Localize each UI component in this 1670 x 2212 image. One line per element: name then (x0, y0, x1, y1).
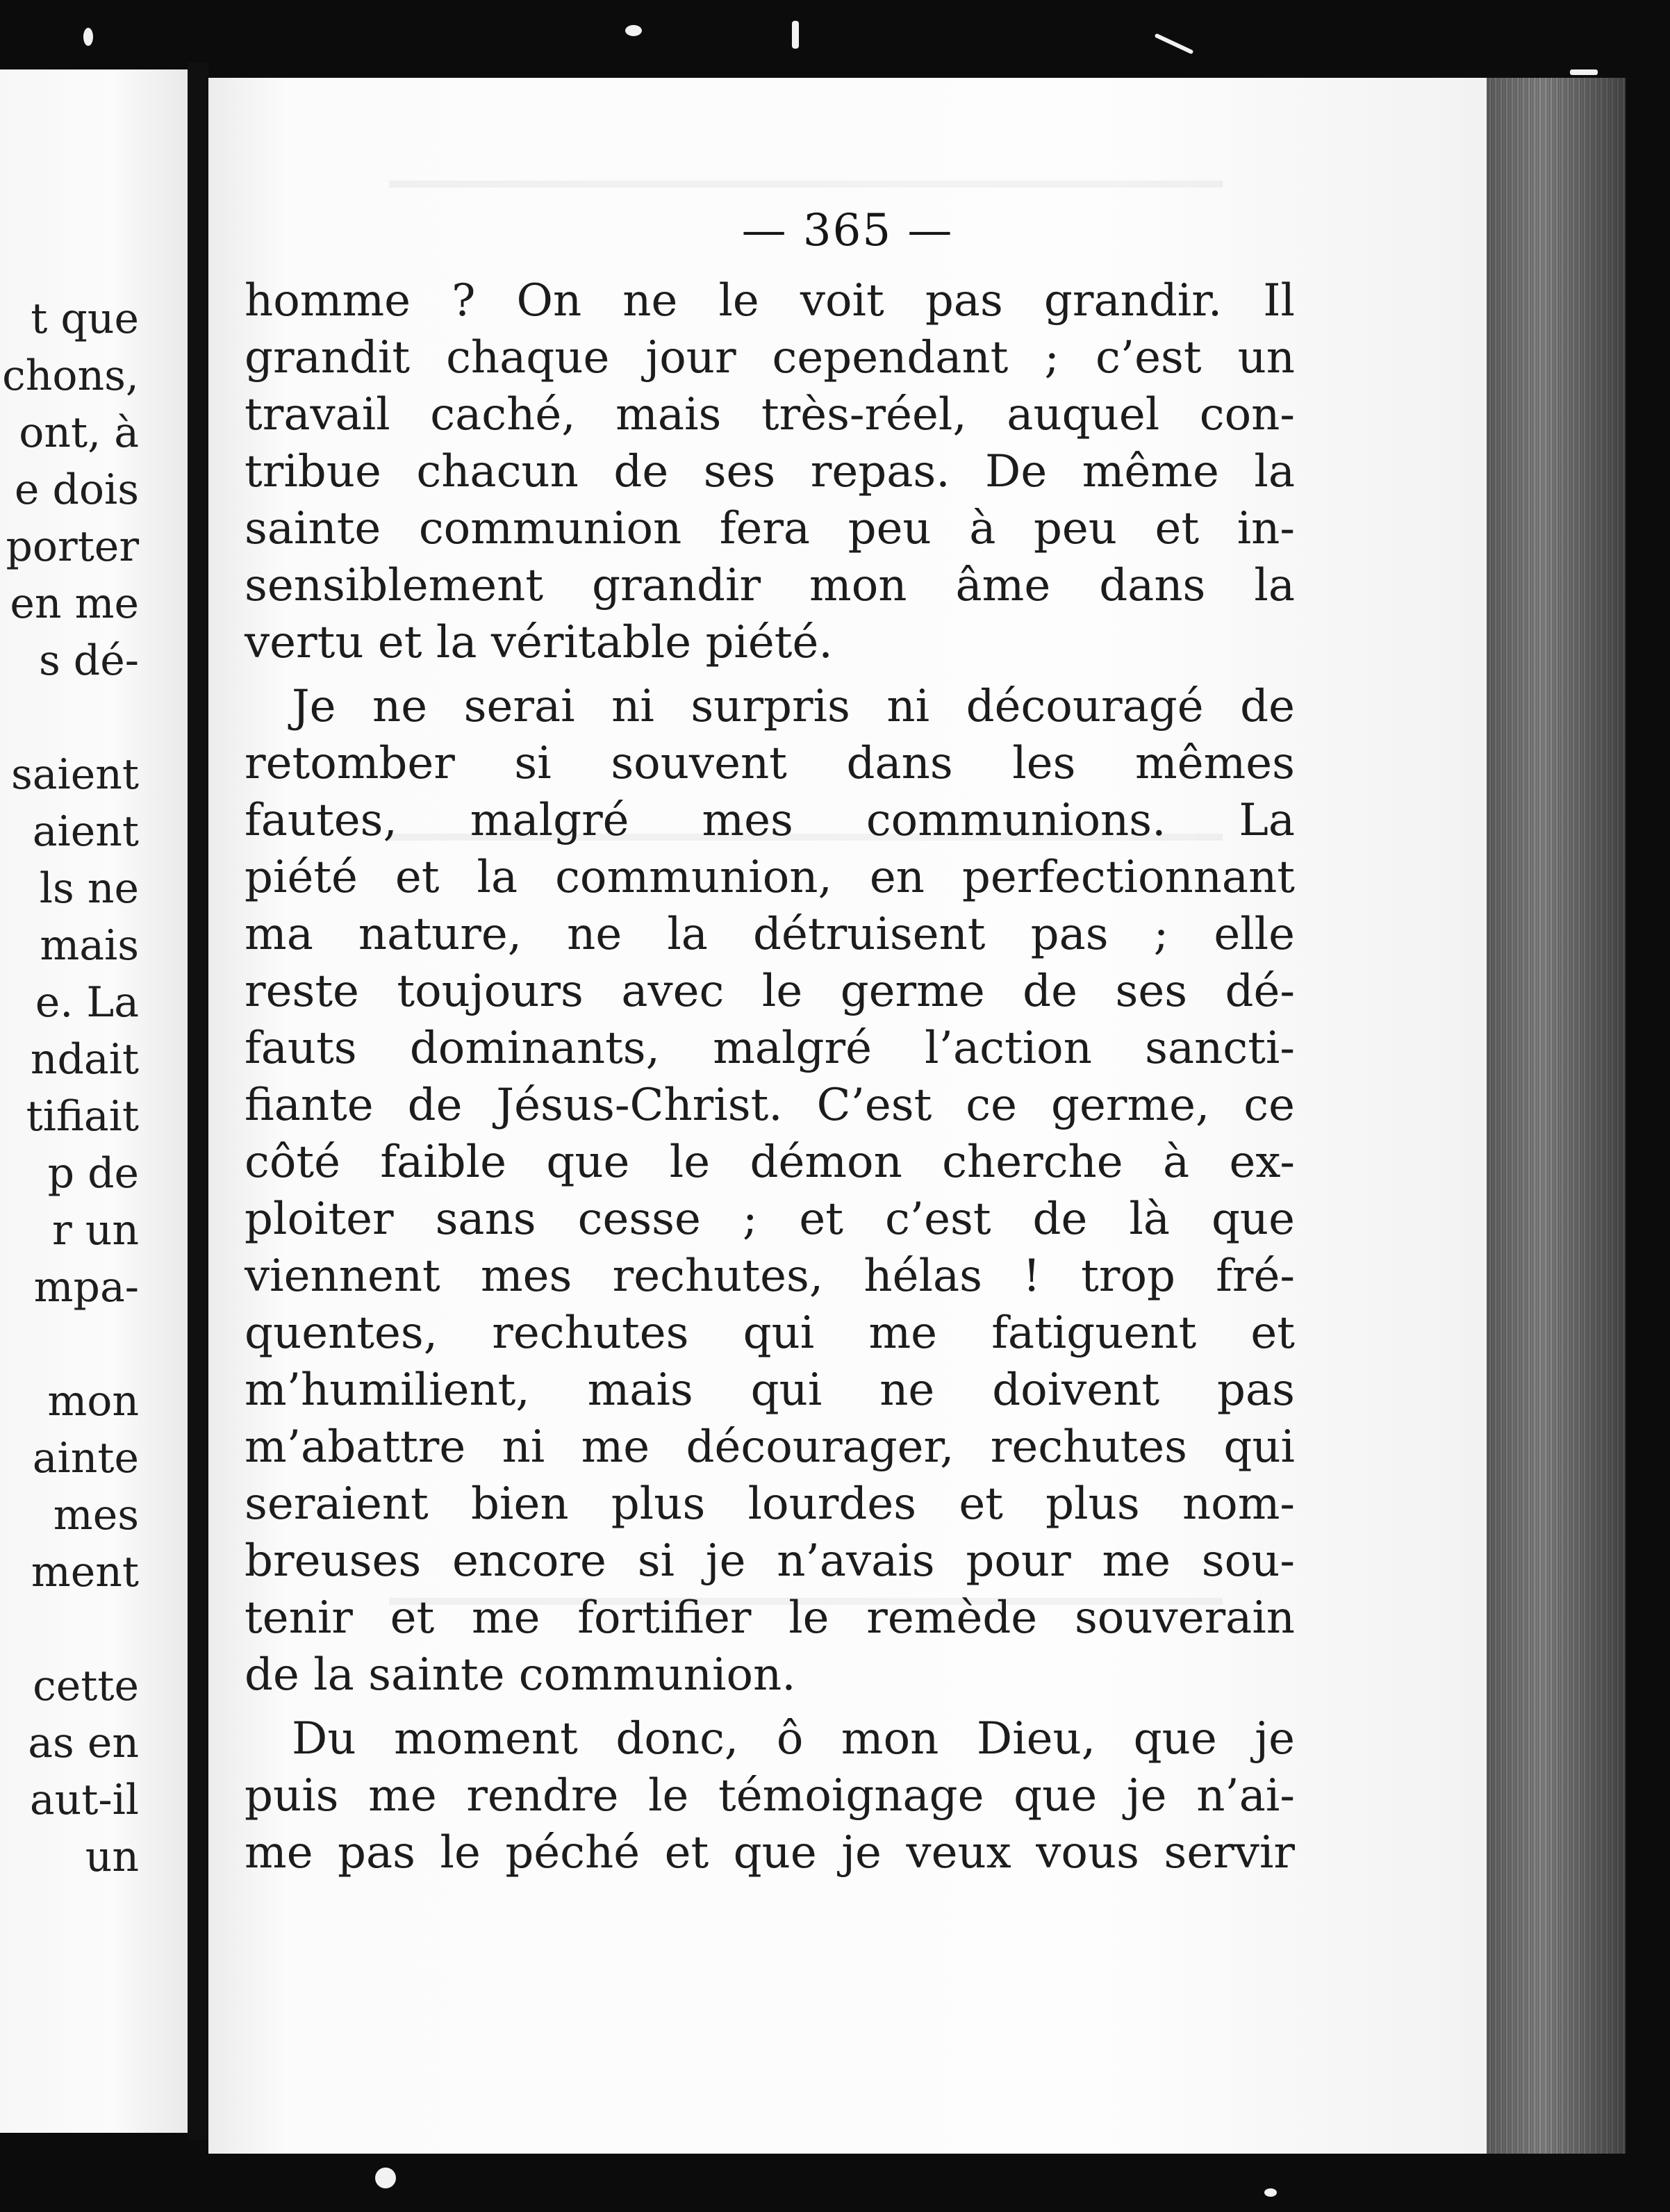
text-line: fauts dominants, malgré l’action sancti- (245, 1023, 1295, 1074)
text-line: ploiter sans cesse ; et c’est de là que (245, 1194, 1295, 1245)
previous-page-line: mais (40, 921, 139, 970)
previous-page-line: mes (53, 1491, 139, 1540)
text-line: vertu et la véritable piété. (245, 617, 833, 668)
page-body-text (245, 272, 1295, 1881)
blank-line (0, 1316, 139, 1373)
previous-page-line: mpa- (33, 1263, 139, 1312)
previous-page-line: aient (32, 807, 139, 856)
previous-page-line: r un (51, 1206, 139, 1255)
text-line: quentes, rechutes qui me fatiguent et (245, 1307, 1295, 1359)
text-line: travail caché, mais très-réel, auquel con- (245, 389, 1295, 440)
text-line: Du moment donc, ô mon Dieu, que je (292, 1713, 1295, 1765)
previous-page-line: saient (10, 750, 139, 799)
page-edges-shadow (1487, 78, 1626, 2154)
previous-page-line: cette (33, 1662, 139, 1710)
previous-page-line: ment (31, 1548, 139, 1596)
text-line: grandit chaque jour cependant ; c’est un (245, 332, 1295, 383)
paragraph (245, 1710, 1295, 1881)
text-line: fautes, malgré mes communions. La (245, 795, 1295, 846)
text-line: puis me rendre le témoignage que je n’ai- (245, 1770, 1295, 1822)
previous-page-line: ls ne (39, 864, 139, 913)
previous-page-line: as en (28, 1719, 139, 1767)
paragraph-gap (245, 671, 1295, 678)
show-through (389, 181, 1223, 188)
previous-page-line: tifiait (26, 1092, 139, 1141)
previous-page-line: s dé- (38, 636, 139, 685)
previous-page-line: chons, (2, 352, 139, 400)
dust-speck (625, 25, 642, 36)
text-line: homme ? On ne le voit pas grandir. Il (245, 275, 1295, 327)
previous-page-fragment (0, 69, 188, 2133)
dust-speck (1570, 69, 1598, 75)
text-line: sainte communion fera peu à peu et in- (245, 503, 1295, 554)
dust-speck (83, 28, 93, 46)
text-line: piété et la communion, en perfectionnant (245, 852, 1295, 903)
previous-page-line: un (85, 1833, 139, 1881)
blank-line (0, 689, 139, 746)
text-line: seraient bien plus lourdes et plus nom- (245, 1478, 1295, 1530)
previous-page-line: e dois (14, 465, 139, 514)
dust-speck (1264, 2188, 1277, 2197)
previous-page-line: aut-il (29, 1776, 139, 1824)
text-line: tribue chacun de ses repas. De même la (245, 446, 1295, 497)
previous-page-line: e. La (35, 978, 139, 1027)
book-gutter (188, 63, 208, 2140)
text-line: m’abattre ni me décourager, rechutes qui (245, 1421, 1295, 1473)
page-number: — 365 — (741, 205, 954, 256)
previous-page-line: p de (47, 1149, 139, 1198)
blank-line (0, 1601, 139, 1658)
text-line: tenir et me fortifier le remède souverain (245, 1592, 1295, 1644)
previous-page-line: ndait (30, 1035, 139, 1084)
dust-speck (375, 2168, 396, 2188)
paragraph-gap (245, 1703, 1295, 1710)
text-line: reste toujours avec le germe de ses dé- (245, 966, 1295, 1017)
text-line: Je ne serai ni surpris ni découragé de (292, 681, 1295, 732)
text-line: breuses encore si je n’avais pour me sou- (245, 1535, 1295, 1587)
paragraph (245, 272, 1295, 671)
previous-page-line: porter (6, 522, 139, 571)
previous-page-line: mon (47, 1377, 139, 1426)
previous-page-line: ont, à (19, 408, 139, 457)
dust-speck (1155, 33, 1194, 55)
text-line: retomber si souvent dans les mêmes (245, 738, 1295, 789)
text-line: côté faible que le démon cherche à ex- (245, 1137, 1295, 1188)
text-line: fiante de Jésus-Christ. C’est ce germe, ce (245, 1080, 1295, 1131)
text-line: me pas le péché et que je veux vous servir (245, 1827, 1295, 1879)
previous-page-text (0, 290, 139, 1885)
previous-page-line: ainte (32, 1434, 139, 1483)
paragraph (245, 678, 1295, 1703)
text-line: m’humilient, mais qui ne doivent pas (245, 1364, 1295, 1416)
text-line: de la sainte communion. (245, 1649, 796, 1701)
previous-page-line: t que (31, 295, 139, 343)
text-line: viennent mes rechutes, hélas ! trop fré- (245, 1251, 1295, 1302)
previous-page-line: en me (10, 579, 139, 628)
text-line: sensiblement grandir mon âme dans la (245, 560, 1295, 611)
text-line: ma nature, ne la détruisent pas ; elle (245, 909, 1295, 960)
dust-speck (792, 21, 799, 49)
